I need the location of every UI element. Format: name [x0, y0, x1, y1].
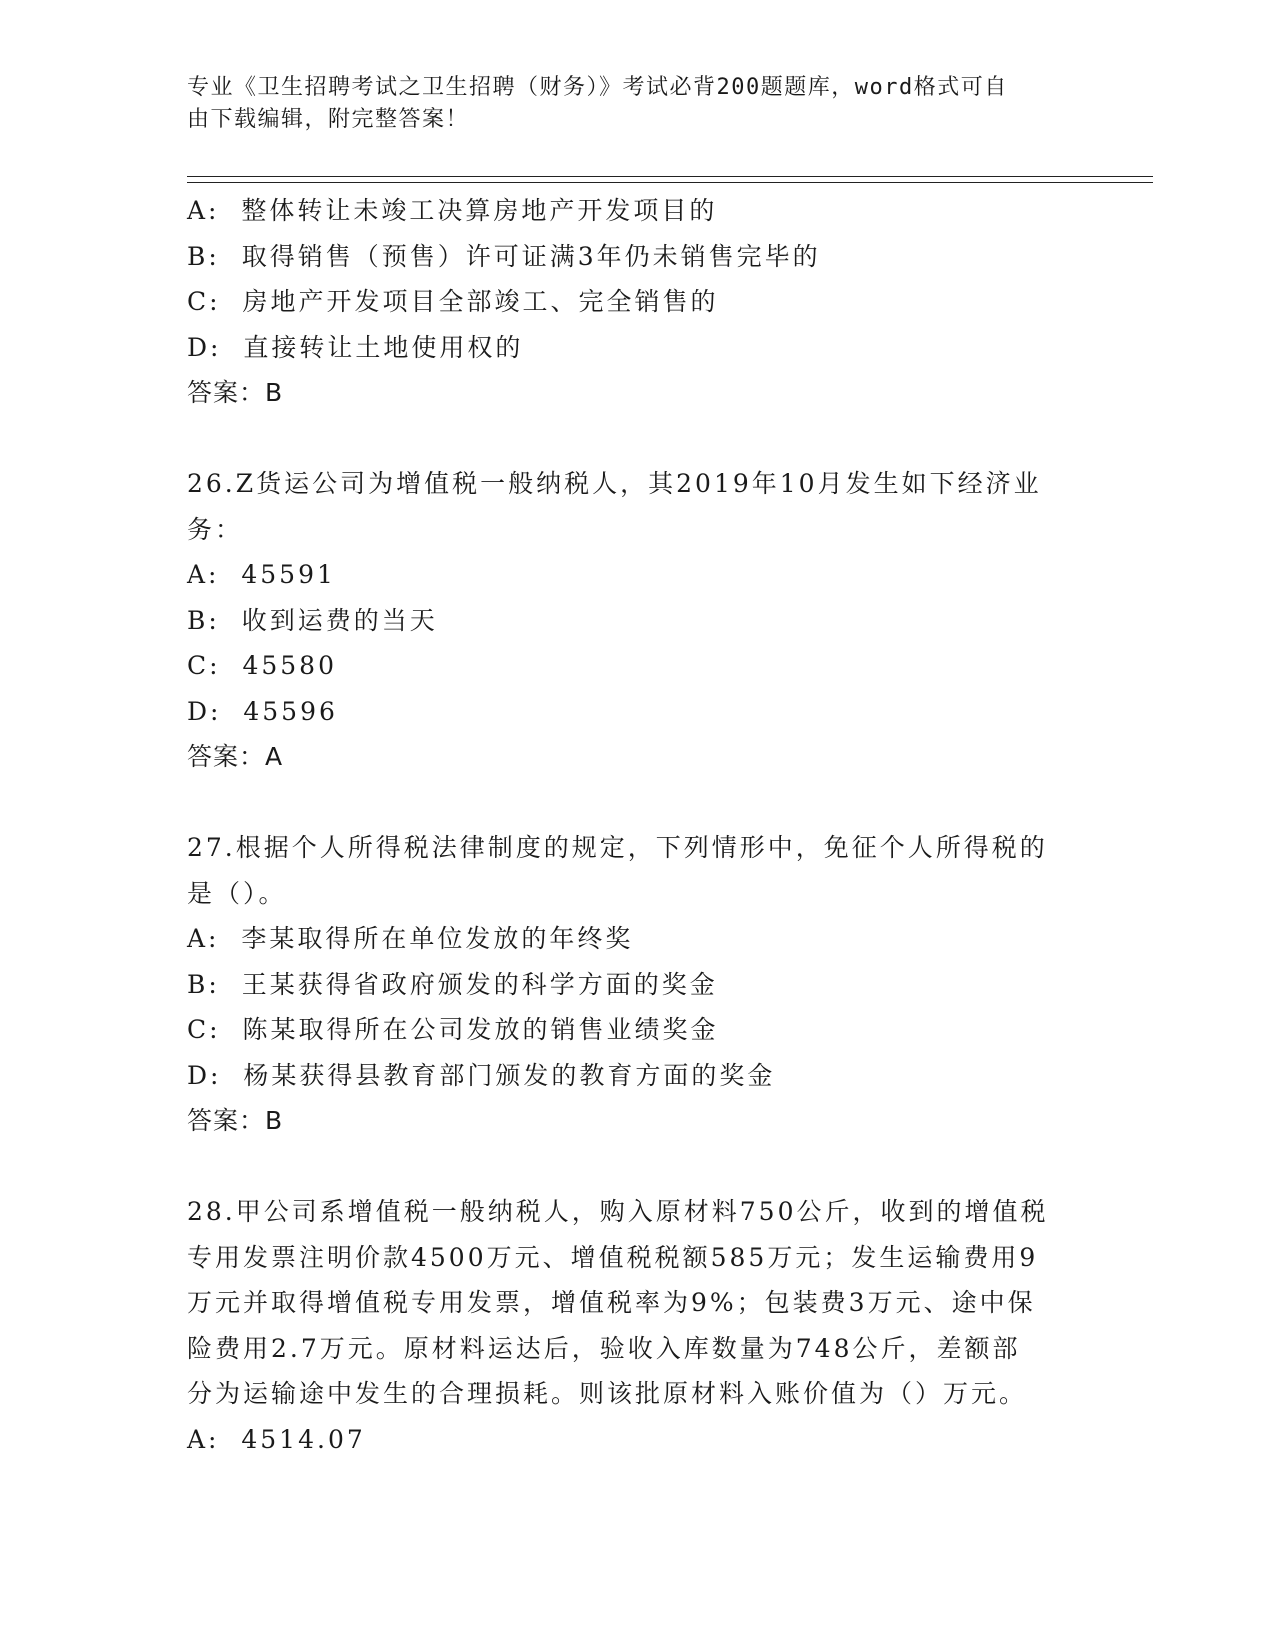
header-divider-top — [187, 176, 1153, 177]
option-b: B: 取得销售（预售）许可证满3年仍未销售完毕的 — [187, 241, 821, 271]
spacer — [187, 1144, 1087, 1190]
header-divider-bottom — [187, 182, 1153, 183]
question-26-block — [187, 461, 1087, 780]
option-d: D: 45596 — [187, 696, 338, 726]
option-c: C: 陈某取得所在公司发放的销售业绩奖金 — [187, 1015, 719, 1044]
option-a: A: 45591 — [187, 560, 336, 589]
spacer — [187, 416, 1087, 462]
header-line-1: 专业《卫生招聘考试之卫生招聘（财务）》考试必背200题题库，word格式可自 — [187, 75, 1008, 100]
option-a: A: 4514.07 — [187, 1424, 366, 1454]
question-stem: 务： — [187, 514, 244, 544]
option-b: B: 王某获得省政府颁发的科学方面的奖金 — [187, 969, 718, 999]
option-d: D: 直接转让土地使用权的 — [187, 332, 524, 362]
answer: 答案：A — [187, 742, 284, 771]
question-stem: 是（）。 — [187, 878, 287, 908]
header-line-2: 由下载编辑，附完整答案！ — [187, 107, 470, 132]
option-a: A: 李某取得所在单位发放的年终奖 — [187, 924, 634, 953]
spacer — [187, 780, 1087, 826]
question-stem: 专用发票注明价款4500万元、增值税税额585万元；发生运输费用9 — [187, 1242, 1039, 1272]
question-stem: 28.甲公司系增值税一般纳税人，购入原材料750公斤，收到的增值税 — [187, 1197, 1049, 1226]
option-c: C: 45580 — [187, 651, 337, 680]
question-stem: 分为运输途中发生的合理损耗。则该批原材料入账价值为（）万元。 — [187, 1379, 1028, 1408]
option-c: C: 房地产开发项目全部竣工、完全销售的 — [187, 287, 719, 316]
question-28-block — [187, 1189, 1087, 1462]
question-stem: 险费用2.7万元。原材料运达后，验收入库数量为748公斤，差额部 — [187, 1333, 1021, 1363]
option-b: B: 收到运费的当天 — [187, 605, 438, 635]
option-a: A: 整体转让未竣工决算房地产开发项目的 — [187, 196, 718, 225]
question-stem: 万元并取得增值税专用发票，增值税率为9%；包装费3万元、途中保 — [187, 1288, 1036, 1317]
question-25-block — [187, 188, 1087, 416]
question-stem: 27.根据个人所得税法律制度的规定，下列情形中，免征个人所得税的 — [187, 833, 1048, 862]
question-27-block — [187, 825, 1087, 1144]
question-stem: 26.Z货运公司为增值税一般纳税人，其2019年10月发生如下经济业 — [187, 469, 1042, 498]
answer: 答案：B — [187, 378, 284, 407]
document-header — [187, 72, 1067, 136]
option-d: D: 杨某获得县教育部门颁发的教育方面的奖金 — [187, 1060, 776, 1090]
answer: 答案：B — [187, 1106, 284, 1135]
question-list — [187, 188, 1087, 1462]
